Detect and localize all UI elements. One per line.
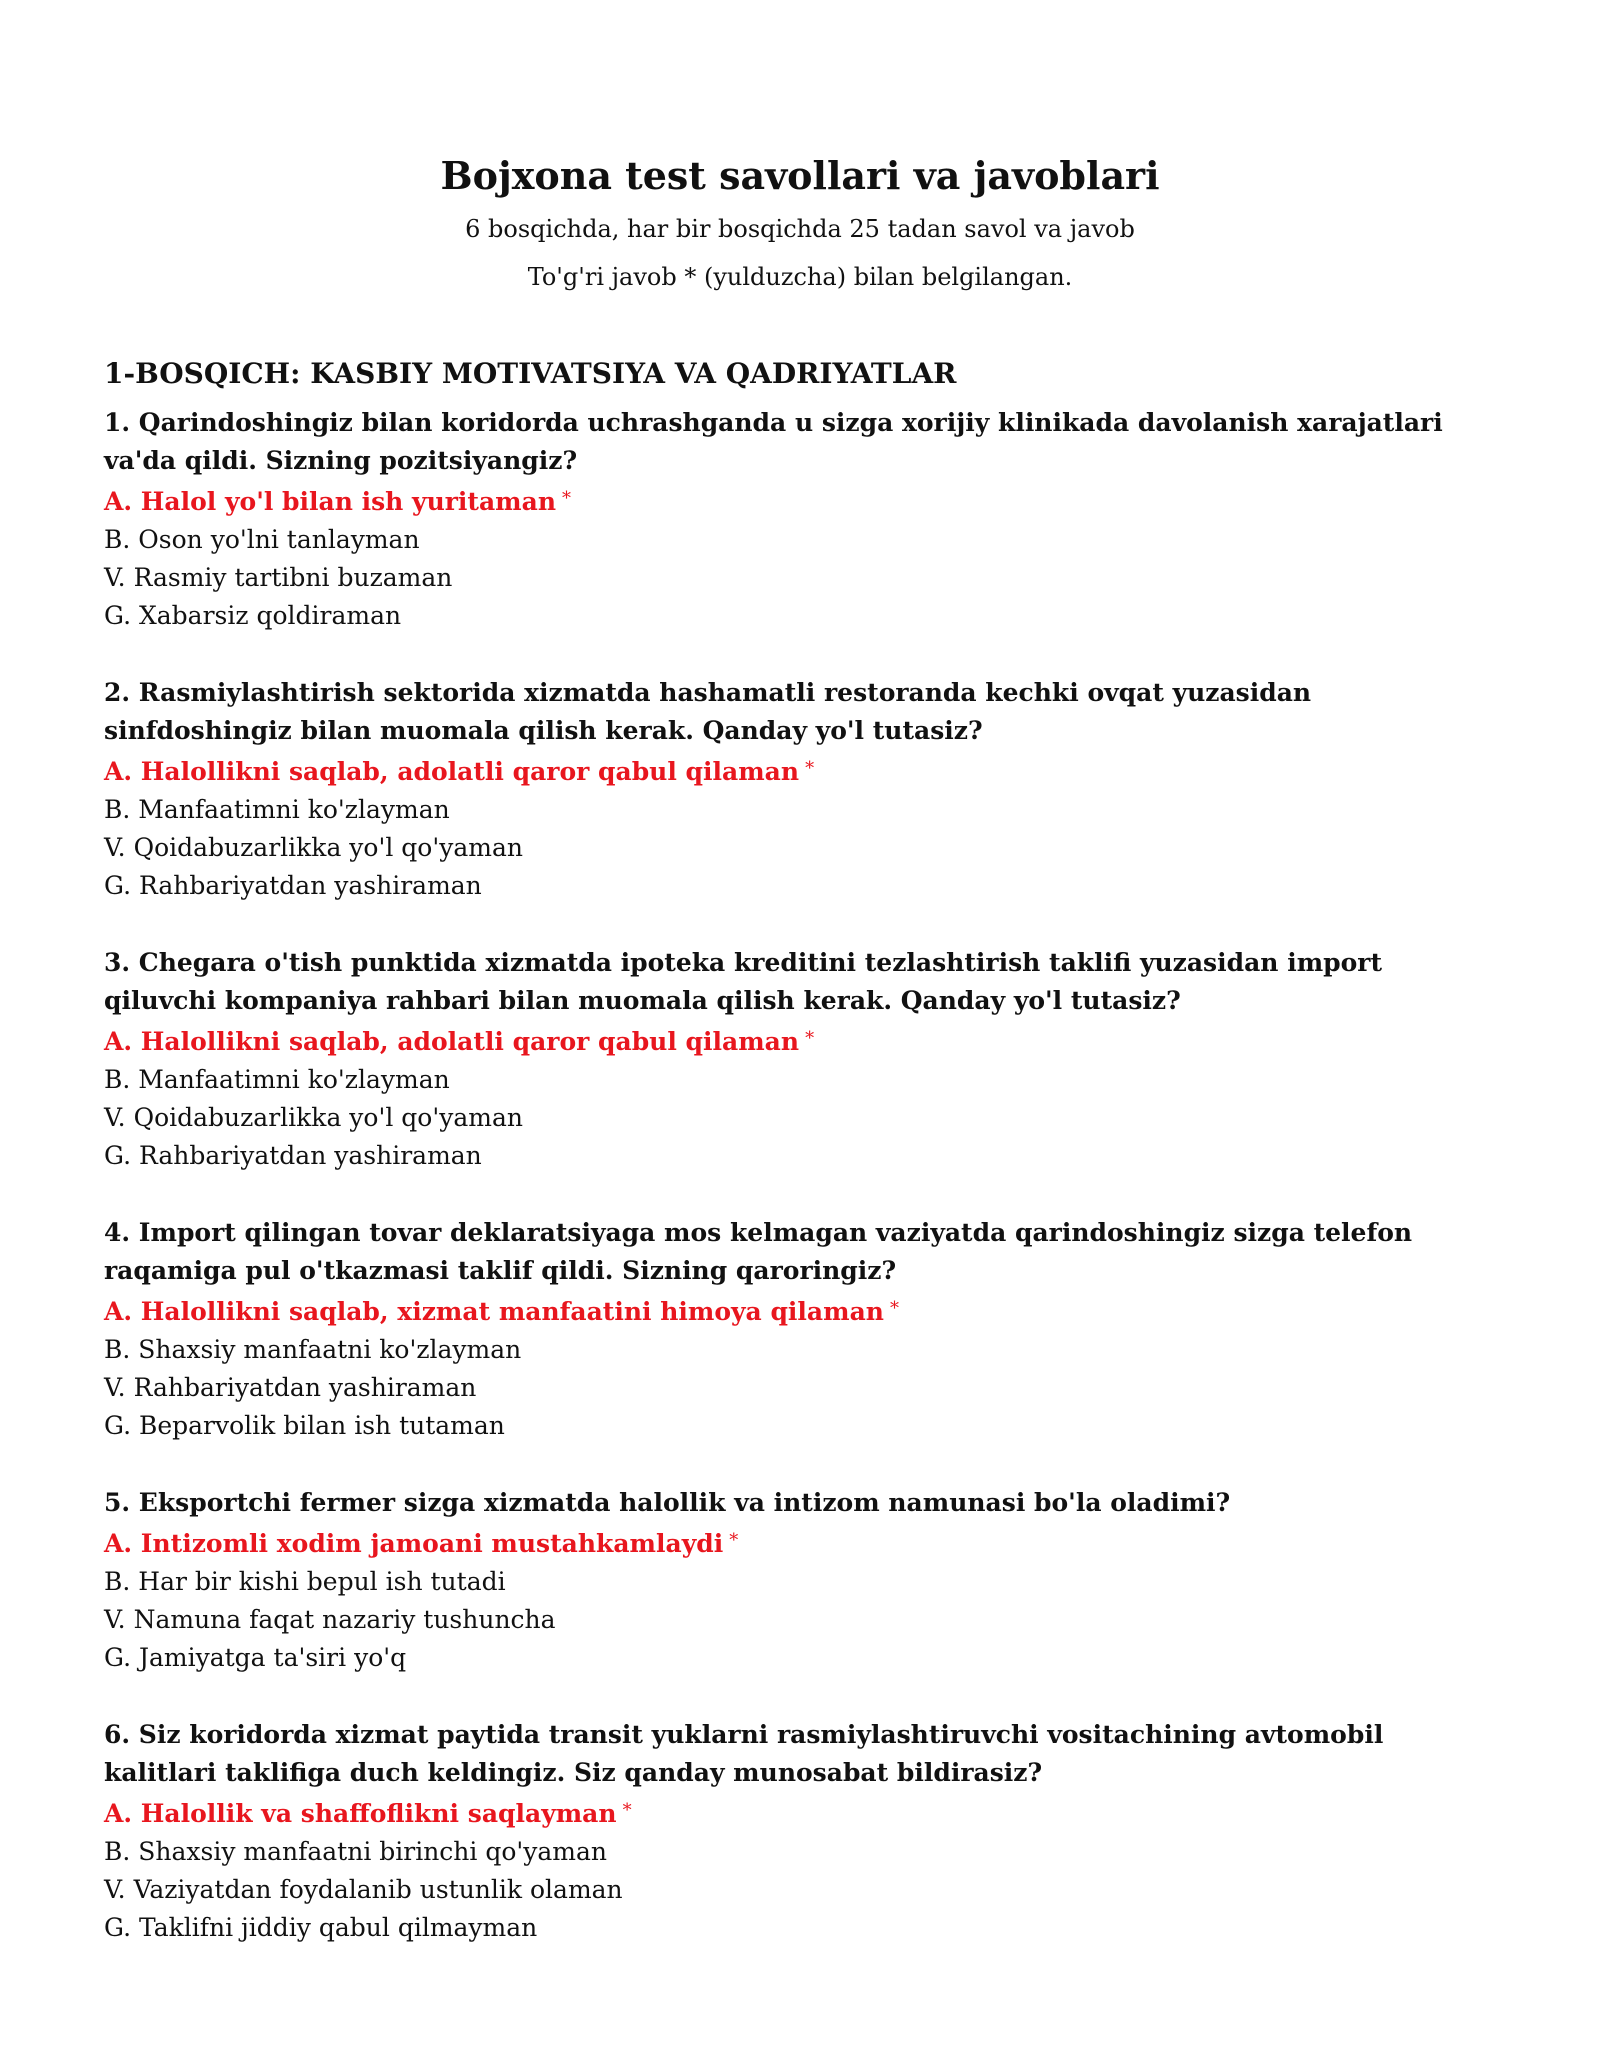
question-list [104,404,1496,1947]
question-block [104,674,1496,905]
correct-answer-option [104,480,1496,521]
question-text: 2. Rasmiylashtirish sektorida xizmatda hashamatli restoranda kechki ovqat yuzasidan sinfdoshingiz bilan muomala qilish kerak. Qanday yo'l tutasiz? [104,678,1312,745]
question-block [104,404,1496,635]
correct-marker: * [562,488,572,509]
correct-answer-option [104,1522,1496,1563]
question-block [104,1716,1496,1947]
question-block [104,1484,1496,1677]
correct-answer-option [104,750,1496,791]
option-label: A. Halollik va shaffoflikni saqlayman [104,1799,617,1828]
answer-option: V. Qoidabuzarlikka yo'l qo'yaman [104,1103,523,1132]
correct-answer-option [104,1290,1496,1331]
answer-key-note: To'g'ri javob * (yulduzcha) bilan belgilangan. [527,263,1073,291]
question-text: 4. Import qilingan tovar deklaratsiyaga mos kelmagan vaziyatda qarindoshingiz sizga telefon raqamiga pul o'tkazmasi taklif qildi. Sizning qaroringiz? [104,1218,1413,1285]
answer-option: G. Jamiyatga ta'siri yo'q [104,1643,407,1672]
section-heading: 1-BOSQICH: KASBIY MOTIVATSIYA VA QADRIYATLAR [104,357,957,390]
answer-option: V. Qoidabuzarlikka yo'l qo'yaman [104,833,523,862]
answer-option: V. Rahbariyatdan yashiraman [104,1373,477,1402]
answer-option: G. Beparvolik bilan ish tutaman [104,1411,505,1440]
correct-answer-option [104,1020,1496,1061]
answer-option: V. Namuna faqat nazariy tushuncha [104,1605,556,1634]
document-subtitle: 6 bosqichda, har bir bosqichda 25 tadan savol va javob [465,215,1135,243]
answer-option: B. Manfaatimni ko'zlayman [104,1065,450,1094]
option-label: A. Halollikni saqlab, xizmat manfaatini himoya qilaman [104,1297,884,1326]
correct-marker: * [805,758,815,779]
option-label: A. Halollikni saqlab, adolatli qaror qabul qilaman [104,757,800,786]
answer-option: B. Manfaatimni ko'zlayman [104,795,450,824]
answer-option: G. Xabarsiz qoldiraman [104,601,402,630]
answer-option: V. Vaziyatdan foydalanib ustunlik olaman [104,1875,623,1904]
answer-option: B. Shaxsiy manfaatni ko'zlayman [104,1335,522,1364]
question-text: 3. Chegara o'tish punktida xizmatda ipoteka kreditini tezlashtirish taklifi yuzasidan import qiluvchi kompaniya rahbari bilan muomala qilish kerak. Qanday yo'l tutasiz? [104,948,1383,1015]
question-block [104,944,1496,1175]
answer-option: V. Rasmiy tartibni buzaman [104,563,453,592]
correct-marker: * [889,1298,899,1319]
option-label: A. Halol yo'l bilan ish yuritaman [104,487,557,516]
correct-marker: * [729,1530,739,1551]
question-text: 6. Siz koridorda xizmat paytida transit yuklarni rasmiylashtiruvchi vositachining avtomobil kalitlari taklifiga duch keldingiz. Siz qanday munosabat bildirasiz? [104,1720,1384,1787]
option-label: A. Intizomli xodim jamoani mustahkamlaydi [104,1529,724,1558]
question-block [104,1214,1496,1445]
option-label: A. Halollikni saqlab, adolatli qaror qabul qilaman [104,1027,800,1056]
correct-answer-option [104,1792,1496,1833]
correct-marker: * [622,1800,632,1821]
answer-option: B. Oson yo'lni tanlayman [104,525,420,554]
question-text: 1. Qarindoshingiz bilan koridorda uchrashganda u sizga xorijiy klinikada davolanish xarajatlari va'da qildi. Sizning pozitsiyangiz? [104,408,1443,475]
document-title: Bojxona test savollari va javoblari [440,153,1160,198]
answer-option: B. Shaxsiy manfaatni birinchi qo'yaman [104,1837,608,1866]
answer-option: G. Rahbariyatdan yashiraman [104,871,482,900]
correct-marker: * [805,1028,815,1049]
answer-option: B. Har bir kishi bepul ish tutadi [104,1567,506,1596]
answer-option: G. Taklifni jiddiy qabul qilmayman [104,1913,538,1942]
answer-option: G. Rahbariyatdan yashiraman [104,1141,482,1170]
question-text: 5. Eksportchi fermer sizga xizmatda halollik va intizom namunasi bo'la oladimi? [104,1488,1231,1517]
